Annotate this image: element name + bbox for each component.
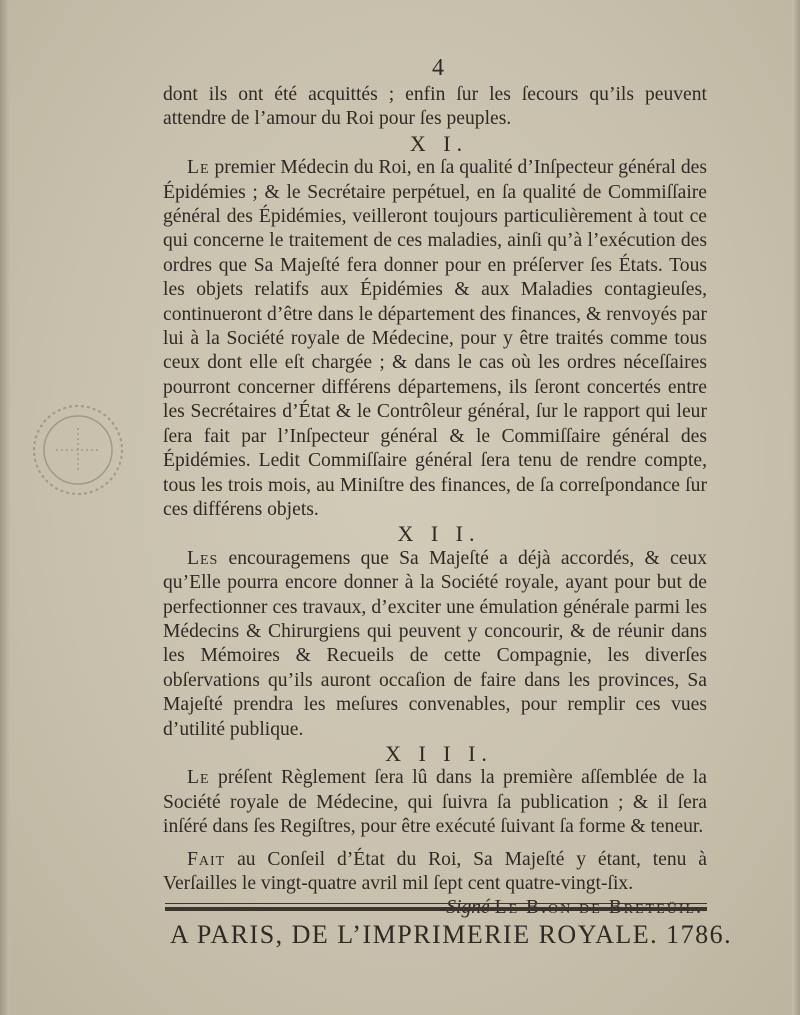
article-paragraph-13 — [163, 766, 707, 839]
imprint-rule-thick — [165, 907, 707, 911]
article-paragraph-12 — [163, 547, 707, 742]
article-text: premier Médecin du Roi, en ſa qualité d’Inſpecteur général des Épidémies ; & le Secrétaire perpétuel, en ſa qualité de Commiſſaire général des Épidémies, veilleront toujours particulièrement à tout ce qui concerne le traitement de ces maladies, ainſi qu’à l’exécution des ordres que Sa Majeſté fera donner pour en préſerver ſes États. Tous les objets relatifs aux Épidémies & aux Maladies contagieuſes, continueront d’être dans le département des finances, & renvoyés par lui à la Société royale de Médecine, pour y être traités comme tous ceux dont elle eſt chargée ; & dans le cas où les ordres néceſſaires pourront concerner différens départemens, ils ſeront concertés entre les Secrétaires d’État & le Contrôleur général, ſur le rapport qui leur ſera fait par l’Inſpecteur général & le Commiſſaire général des Épidémies. Ledit Commiſſaire général ſera tenu de rendre compte, tous les trois mois, au Miniſtre des finances, de ſa correſpondance ſur ces différens objets. — [163, 157, 707, 520]
article-heading-13: X I I I. — [385, 740, 493, 766]
article-heading-12: X I I. — [397, 521, 481, 547]
closing-lead-word: Fait — [187, 848, 226, 870]
continuation-paragraph: dont ils ont été acquittés ; enfin ſur les ſecours qu’ils peuvent attendre de l’amour du Roi pour ſes peuples. — [163, 84, 707, 130]
page-edge-right — [792, 0, 800, 1015]
article-heading-11: X I. — [409, 130, 469, 156]
article-lead-word: Le — [187, 157, 210, 179]
document-body — [163, 83, 707, 921]
closing-text: au Conſeil d’État du Roi, Sa Majeſté y étant, tenu à Verſailles le vingt-quatre avril mil ſept cent quatre-vingt-ſix. — [163, 848, 707, 894]
page-number: 4 — [432, 55, 444, 81]
article-text: préſent Règlement ſera lû dans la première aſſemblée de la Société royale de Médecine, qui ſuivra ſa publication ; & il ſera inſéré dans ſes Regiſtres, pour être exécuté ſuivant ſa forme & teneur. — [163, 767, 707, 838]
article-paragraph-11 — [163, 156, 707, 522]
article-lead-word: Les — [187, 547, 219, 569]
closing-paragraph — [163, 848, 707, 897]
article-lead-word: Le — [187, 767, 210, 789]
printer-imprint: A PARIS, DE L’IMPRIMERIE ROYALE. 1786. — [170, 920, 733, 949]
page-edge-left — [0, 0, 10, 1015]
imprint-rule-thin — [165, 903, 707, 904]
library-stamp-icon — [28, 390, 128, 520]
article-text: encouragemens que Sa Majeſté a déjà accordés, & ceux qu’Elle pourra encore donner à la Société royale, ayant pour but de perfectionner ces travaux, d’exciter une émulation générale parmi les Médecins & Chirurgiens qui peuvent y concourir, & de réunir dans les Mémoires & Recueils de cette Compagnie, les diverſes obſervations qu’ils auront occaſion de faire dans les provinces, Sa Majeſté prendra les meſures convenables, pour remplir ces vues d’utilité publique. — [163, 547, 707, 740]
